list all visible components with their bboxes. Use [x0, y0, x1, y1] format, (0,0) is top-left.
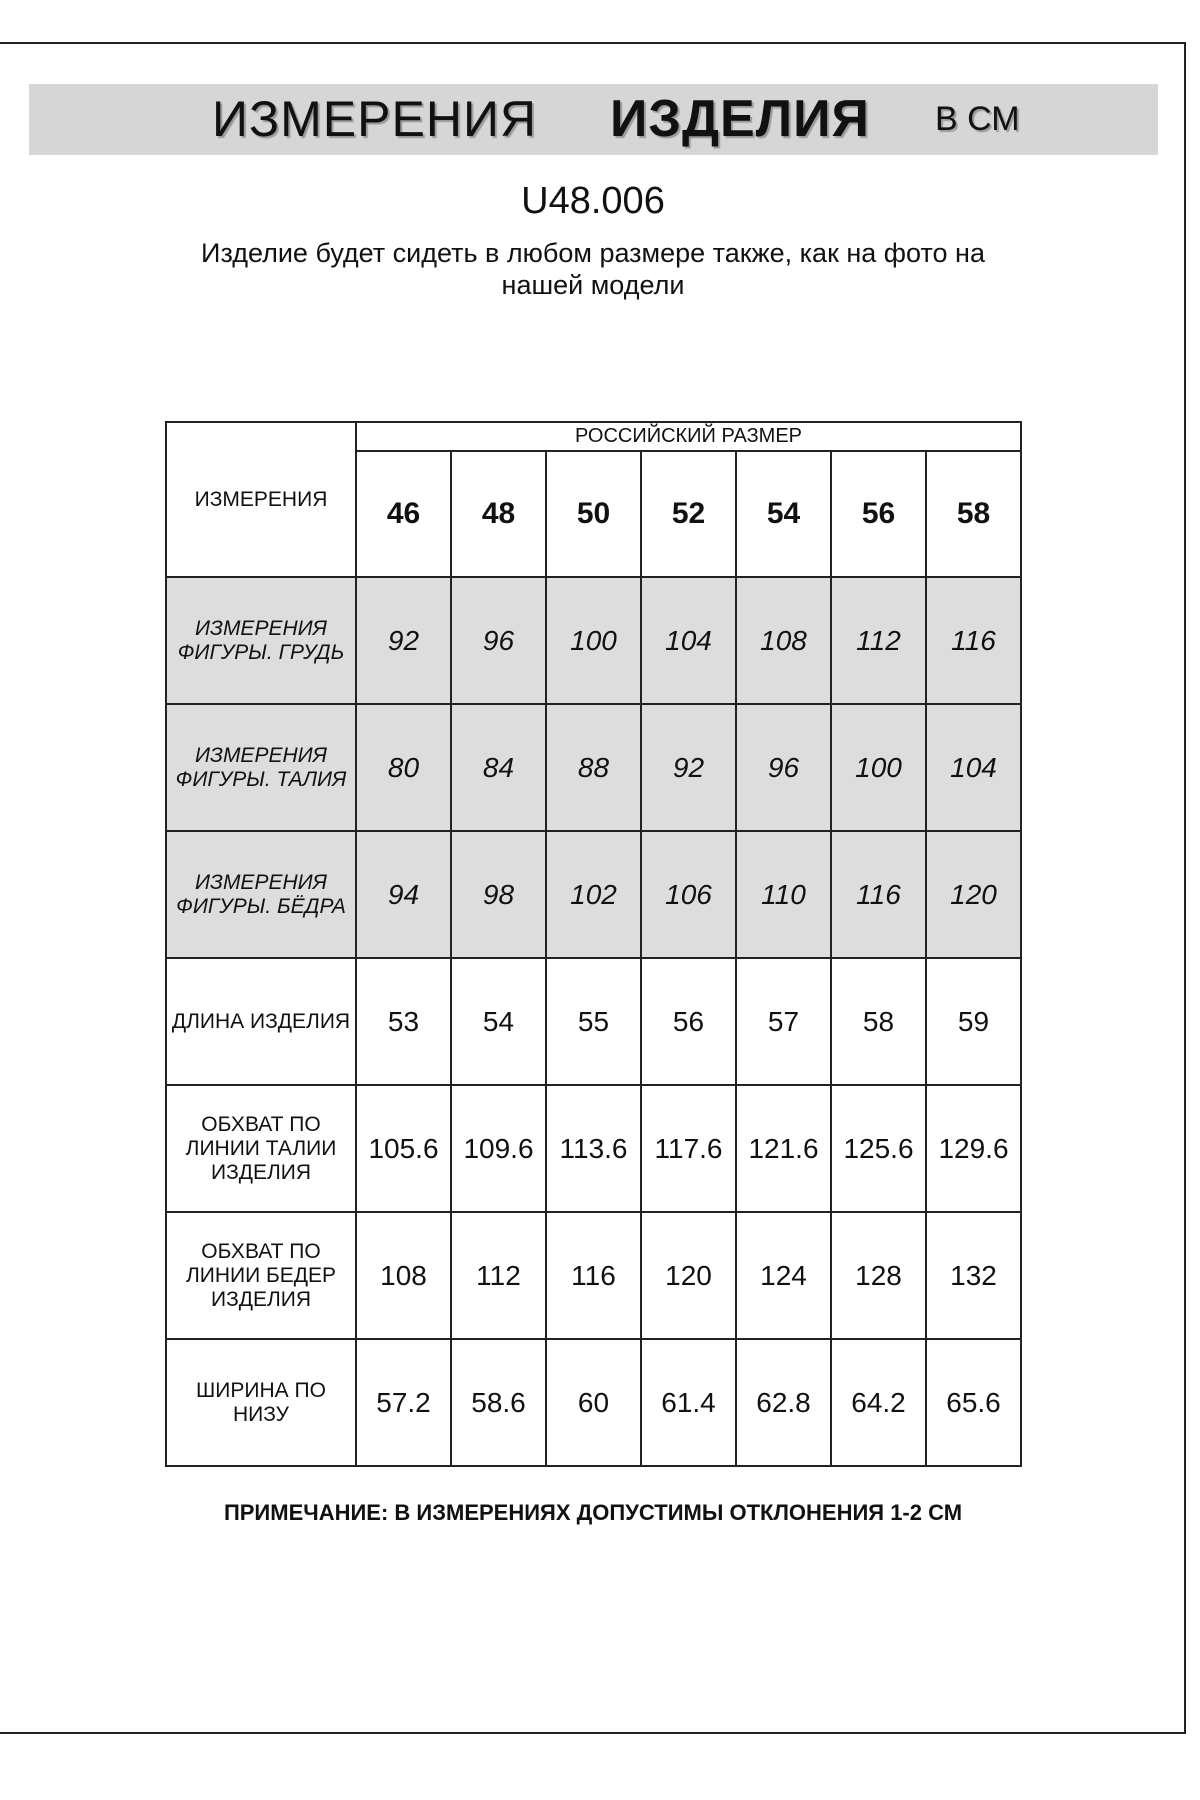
table-cell: 54 [451, 958, 546, 1085]
table-cell: 105.6 [356, 1085, 451, 1212]
table-cell: 116 [831, 831, 926, 958]
table-cell: 120 [641, 1212, 736, 1339]
table-row [166, 704, 1021, 831]
page-title-bold: ИЗДЕЛИЯ [610, 90, 870, 148]
size-header-cell: 56 [831, 451, 926, 577]
article-number: U48.006 [521, 180, 665, 222]
table-cell: 117.6 [641, 1085, 736, 1212]
table-cell: 108 [736, 577, 831, 704]
table-cell: 110 [736, 831, 831, 958]
table-cell: 65.6 [926, 1339, 1021, 1466]
table-cell: 100 [831, 704, 926, 831]
table-cell: 132 [926, 1212, 1021, 1339]
table-cell: 98 [451, 831, 546, 958]
table-cell: 61.4 [641, 1339, 736, 1466]
table-cell: 84 [451, 704, 546, 831]
table-cell: 57 [736, 958, 831, 1085]
fit-description: Изделие будет сидеть в любом размере также, как на фото на нашей модели [201, 238, 985, 300]
table-cell: 102 [546, 831, 641, 958]
table-cell: 129.6 [926, 1085, 1021, 1212]
table-row [166, 1085, 1021, 1212]
size-header-cell: 54 [736, 451, 831, 577]
page-title-main: ИЗМЕРЕНИЯ [212, 91, 537, 147]
table-cell: 58 [831, 958, 926, 1085]
row-label: ОБХВАТ ПО ЛИНИИ ТАЛИИ ИЗДЕЛИЯ [166, 1085, 356, 1212]
corner-label: ИЗМЕРЕНИЯ [166, 422, 356, 577]
table-row [166, 1339, 1021, 1466]
table-cell: 125.6 [831, 1085, 926, 1212]
table-cell: 116 [926, 577, 1021, 704]
size-table [165, 421, 1022, 1467]
table-cell: 96 [736, 704, 831, 831]
row-label: ИЗМЕРЕНИЯ ФИГУРЫ. БЁДРА [166, 831, 356, 958]
table-cell: 120 [926, 831, 1021, 958]
table-cell: 53 [356, 958, 451, 1085]
page-title-unit: В СМ [935, 100, 1020, 138]
table-cell: 109.6 [451, 1085, 546, 1212]
table-cell: 60 [546, 1339, 641, 1466]
table-cell: 62.8 [736, 1339, 831, 1466]
row-label: ШИРИНА ПО НИЗУ [166, 1339, 356, 1466]
table-cell: 92 [356, 577, 451, 704]
table-cell: 92 [641, 704, 736, 831]
table-cell: 106 [641, 831, 736, 958]
row-label: ИЗМЕРЕНИЯ ФИГУРЫ. ГРУДЬ [166, 577, 356, 704]
table-cell: 64.2 [831, 1339, 926, 1466]
tolerance-note: ПРИМЕЧАНИЕ: В ИЗМЕРЕНИЯХ ДОПУСТИМЫ ОТКЛОНЕНИЯ 1-2 СМ [223, 1500, 963, 1525]
size-table-body [166, 422, 1021, 1466]
table-row [166, 831, 1021, 958]
size-header-cell: 48 [451, 451, 546, 577]
table-cell: 88 [546, 704, 641, 831]
row-label: ИЗМЕРЕНИЯ ФИГУРЫ. ТАЛИЯ [166, 704, 356, 831]
table-cell: 128 [831, 1212, 926, 1339]
group-header: РОССИЙСКИЙ РАЗМЕР [356, 422, 1021, 451]
table-cell: 100 [546, 577, 641, 704]
table-cell: 94 [356, 831, 451, 958]
table-row [166, 577, 1021, 704]
table-cell: 58.6 [451, 1339, 546, 1466]
table-cell: 113.6 [546, 1085, 641, 1212]
table-cell: 112 [831, 577, 926, 704]
row-label: ДЛИНА ИЗДЕЛИЯ [166, 958, 356, 1085]
table-row [166, 1212, 1021, 1339]
table-cell: 80 [356, 704, 451, 831]
row-label: ОБХВАТ ПО ЛИНИИ БЕДЕР ИЗДЕЛИЯ [166, 1212, 356, 1339]
table-row [166, 958, 1021, 1085]
size-header-cell: 46 [356, 451, 451, 577]
table-cell: 104 [926, 704, 1021, 831]
size-header-cell: 50 [546, 451, 641, 577]
table-cell: 104 [641, 577, 736, 704]
size-header-cell: 52 [641, 451, 736, 577]
table-cell: 121.6 [736, 1085, 831, 1212]
table-cell: 57.2 [356, 1339, 451, 1466]
table-cell: 55 [546, 958, 641, 1085]
table-cell: 112 [451, 1212, 546, 1339]
size-header-cell: 58 [926, 451, 1021, 577]
table-cell: 116 [546, 1212, 641, 1339]
table-cell: 124 [736, 1212, 831, 1339]
table-cell: 59 [926, 958, 1021, 1085]
table-cell: 96 [451, 577, 546, 704]
table-cell: 108 [356, 1212, 451, 1339]
table-header-row [166, 422, 1021, 451]
table-cell: 56 [641, 958, 736, 1085]
